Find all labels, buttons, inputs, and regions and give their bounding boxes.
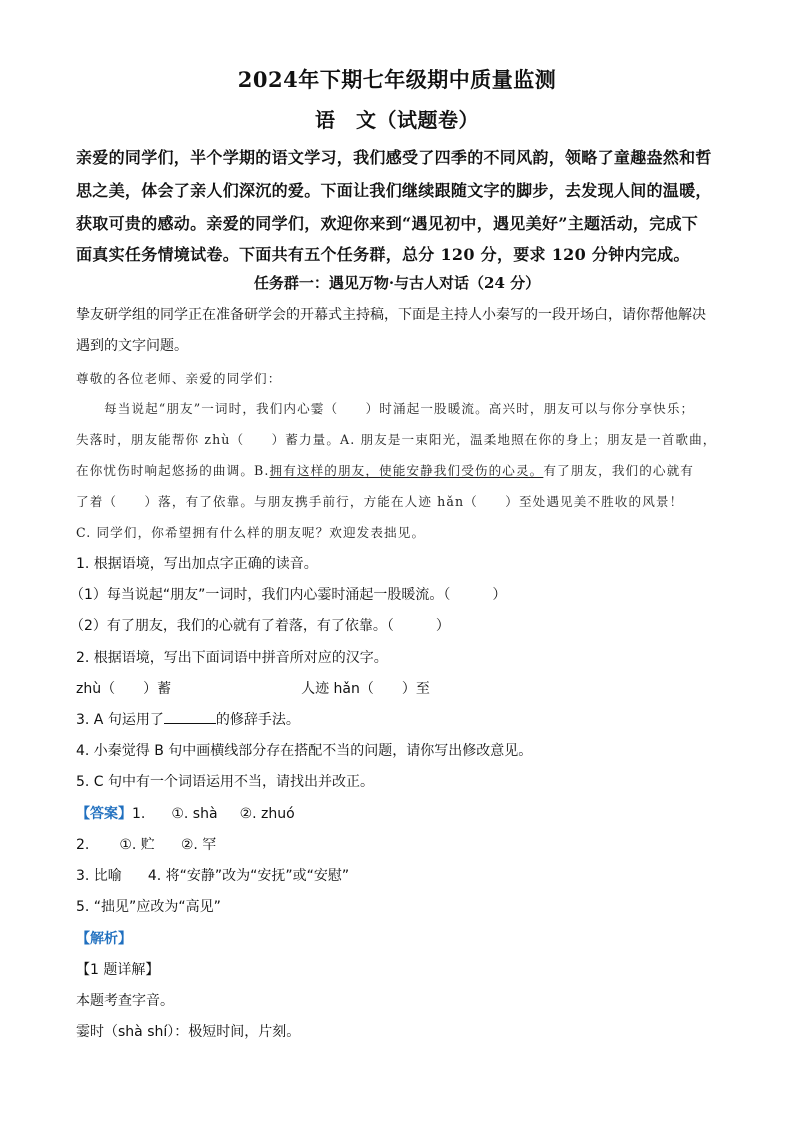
intro-line-3: 获取可贵的感动。亲爱的同学们，欢迎你来到“遇见初中，遇见美好”主题活动，完成下 [76, 214, 699, 233]
question-1-part-1: （1）每当说起“朋友”一词时，我们内心霎时涌起一股暖流。（ ） [70, 587, 507, 603]
passage-line-3 [76, 460, 734, 479]
exam-title: 2024年下期七年级期中质量监测 [237, 67, 557, 92]
passage-line-2: 失落时，朋友能帮你 zhù（ ）蓄力量。A. 朋友是一束阳光，温柔地照在你的身上；朋友是一首歌曲， [76, 432, 717, 447]
intro-line-2: 思之美，体会了亲人们深沉的爱。下面让我们继续跟随文字的脚步，去发现人间的温暖， [76, 181, 712, 200]
task-group-title: 任务群一：遇见万物·与古人对话（24 分） [253, 274, 541, 292]
underlined-sentence-b: 拥有这样的朋友，使能安静我们受伤的心灵。 [269, 463, 544, 478]
question-5: 5. C 句中有一个词语运用不当，请找出并改正。 [76, 774, 375, 790]
passage-line-4: 了着（ ）落，有了依靠。与朋友携手前行，方能在人迹 hǎn（ ）至处遇见美不胜收的风景！ [76, 494, 684, 509]
answer-5: 5. “拙见”应改为“高见” [76, 899, 221, 915]
answer-row-1 [76, 803, 734, 823]
passage-greeting: 尊敬的各位老师、亲爱的同学们： [76, 371, 282, 386]
answer-1-choice-1: ①. shà [171, 806, 218, 822]
context-line-1: 挚友研学组的同学正在准备研学会的开幕式主持稿，下面是主持人小秦写的一段开场白，请你帮他解决 [76, 307, 706, 323]
passage-line-3-lead: 在你忧伤时响起悠扬的曲调。B. [76, 463, 270, 478]
analysis-tag: 【解析】 [76, 931, 132, 947]
question-4: 4. 小秦觉得 B 句中画横线部分存在搭配不当的问题，请你写出修改意见。 [76, 743, 533, 759]
analysis-line-2: 霎时（shà shí）：极短时间，片刻。 [76, 1024, 301, 1040]
question-1: 1. 根据语境，写出加点字正确的读音。 [76, 556, 318, 572]
answer-1-choice-2: ②. zhuó [239, 806, 295, 822]
answer-3: 3. 比喻 [76, 868, 122, 884]
passage-line-5: C. 同学们，你希望拥有什么样的朋友呢？欢迎发表拙见。 [76, 525, 426, 540]
intro-line-4: 面真实任务情境试卷。下面共有五个任务群，总分 120 分，要求 120 分钟内完成。 [76, 245, 690, 264]
answer-2-choice-1: ①. 贮 [119, 837, 155, 853]
question-3-tail: 的修辞手法。 [215, 712, 300, 728]
question-3 [76, 709, 734, 729]
answer-row-2 [76, 834, 734, 854]
answer-1-number: 1. [132, 806, 146, 822]
question-2: 2. 根据语境，写出下面词语中拼音所对应的汉字。 [76, 650, 388, 666]
answer-4: 4. 将“安静”改为“安抚”或“安慰” [147, 868, 350, 884]
analysis-line-1: 本题考查字音。 [76, 993, 174, 1009]
subject-title: 语 文（试题卷） [315, 108, 479, 132]
question-1-part-2: （2）有了朋友，我们的心就有了着落，有了依靠。（ ） [70, 618, 450, 634]
answer-blank[interactable] [164, 711, 216, 724]
passage-line-3-tail: 有了朋友，我们的心就有 [543, 463, 694, 478]
answer-tag: 【答案】 [76, 806, 132, 822]
answer-row-3 [76, 865, 734, 885]
question-3-lead: 3. A 句运用了 [76, 712, 164, 728]
question-2-item-a: zhù（ ）蓄 [76, 681, 172, 697]
context-line-2: 遇到的文字问题。 [76, 338, 188, 354]
analysis-detail-heading: 【1 题详解】 [76, 962, 160, 978]
question-2-items [76, 678, 734, 698]
answer-2-choice-2: ②. 罕 [180, 837, 217, 853]
intro-line-1: 亲爱的同学们，半个学期的语文学习，我们感受了四季的不同风韵，领略了童趣盎然和哲 [76, 148, 712, 167]
passage-line-1: 每当说起“朋友”一词时，我们内心霎（ ）时涌起一股暖流。高兴时，朋友可以与你分享快乐； [104, 401, 695, 416]
question-2-item-b: 人迹 hǎn（ ）至 [301, 681, 430, 697]
answer-2-number: 2. [76, 837, 90, 853]
